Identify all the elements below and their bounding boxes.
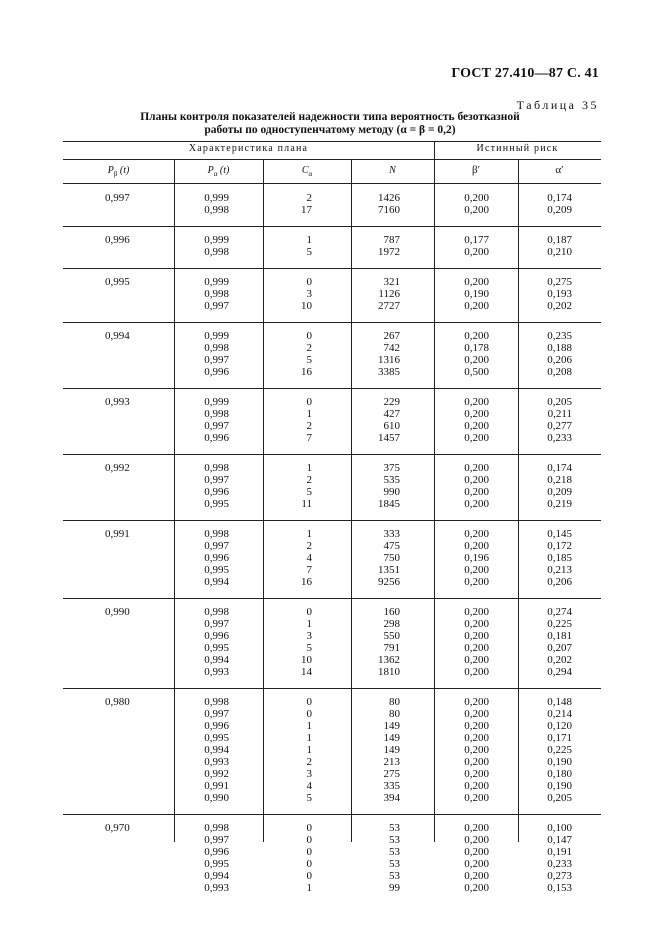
n-value: 1426: [378, 192, 400, 204]
n-value: 394: [383, 792, 400, 804]
pa-value: 0,998: [204, 528, 229, 540]
col-header-pb: [63, 165, 174, 178]
pa-value: 0,997: [204, 474, 229, 486]
beta-value: 0,178: [464, 342, 489, 354]
n-value: 267: [383, 330, 400, 342]
pa-value: 0,999: [204, 330, 229, 342]
n-value: 787: [383, 234, 400, 246]
alpha-value: 0,100: [547, 822, 572, 834]
alpha-value: 0,180: [547, 768, 572, 780]
alpha-value: 0,207: [547, 642, 572, 654]
n-value: 53: [389, 870, 400, 882]
alpha-value: 0,205: [547, 396, 572, 408]
alpha-value: 0,191: [547, 846, 572, 858]
pa-value: 0,997: [204, 354, 229, 366]
col-header-pb-main: P: [107, 165, 114, 176]
n-value: 1316: [378, 354, 400, 366]
alpha-value: 0,211: [547, 408, 572, 420]
n-value: 375: [383, 462, 400, 474]
alpha-value: 0,273: [547, 870, 572, 882]
alpha-value: 0,174: [547, 462, 572, 474]
pa-value: 0,994: [204, 744, 229, 756]
pa-value: 0,998: [204, 822, 229, 834]
ca-value: 0: [306, 276, 312, 288]
col-header-pa-sub: α: [213, 170, 218, 178]
beta-value: 0,200: [464, 720, 489, 732]
pa-value: 0,996: [204, 486, 229, 498]
col-header-pb-tail: (t): [117, 165, 130, 176]
n-value: 298: [383, 618, 400, 630]
alpha-value: 0,218: [547, 474, 572, 486]
n-value: 1972: [378, 246, 400, 258]
pb-value: 0,994: [105, 330, 130, 342]
ca-value: 2: [306, 540, 312, 552]
beta-value: 0,200: [464, 696, 489, 708]
ca-value: 3: [306, 768, 312, 780]
pa-value: 0,998: [204, 204, 229, 216]
beta-value: 0,200: [464, 300, 489, 312]
n-value: 53: [389, 846, 400, 858]
n-value: 7160: [378, 204, 400, 216]
alpha-value: 0,225: [547, 744, 572, 756]
pb-value: 0,997: [105, 192, 130, 204]
ca-value: 1: [306, 618, 312, 630]
pa-value: 0,996: [204, 720, 229, 732]
beta-value: 0,200: [464, 192, 489, 204]
ca-value: 2: [306, 192, 312, 204]
alpha-value: 0,206: [547, 576, 572, 588]
pa-value: 0,996: [204, 552, 229, 564]
n-value: 99: [389, 882, 400, 894]
header-bottom-rule: [63, 183, 601, 184]
beta-value: 0,200: [464, 654, 489, 666]
beta-value: 0,200: [464, 792, 489, 804]
pb-value: 0,990: [105, 606, 130, 618]
beta-value: 0,200: [464, 528, 489, 540]
beta-value: 0,200: [464, 576, 489, 588]
ca-value: 4: [306, 552, 312, 564]
pa-value: 0,993: [204, 666, 229, 678]
alpha-value: 0,147: [547, 834, 572, 846]
n-value: 321: [383, 276, 400, 288]
n-value: 1351: [378, 564, 400, 576]
ca-value: 0: [306, 870, 312, 882]
pb-value: 0,980: [105, 696, 130, 708]
table-number: Таблица 35: [516, 98, 599, 112]
alpha-value: 0,206: [547, 354, 572, 366]
group-header-plan: Характеристика плана: [188, 143, 309, 154]
ca-value: 17: [301, 204, 312, 216]
pa-value: 0,999: [204, 396, 229, 408]
beta-value: 0,200: [464, 432, 489, 444]
beta-value: 0,500: [464, 366, 489, 378]
n-value: 275: [383, 768, 400, 780]
beta-value: 0,200: [464, 204, 489, 216]
n-value: 80: [389, 708, 400, 720]
beta-value: 0,200: [464, 780, 489, 792]
beta-value: 0,200: [464, 564, 489, 576]
pb-value: 0,993: [105, 396, 130, 408]
n-value: 990: [383, 486, 400, 498]
alpha-value: 0,202: [547, 654, 572, 666]
n-value: 1457: [378, 432, 400, 444]
n-value: 1126: [378, 288, 400, 300]
alpha-value: 0,172: [547, 540, 572, 552]
ca-value: 0: [306, 696, 312, 708]
ca-value: 2: [306, 474, 312, 486]
page-header: ГОСТ 27.410—87 С. 41: [451, 66, 599, 81]
beta-value: 0,200: [464, 420, 489, 432]
pa-value: 0,997: [204, 708, 229, 720]
pa-value: 0,999: [204, 234, 229, 246]
pa-value: 0,997: [204, 540, 229, 552]
beta-value: 0,200: [464, 618, 489, 630]
beta-value: 0,200: [464, 744, 489, 756]
ca-value: 5: [306, 354, 312, 366]
n-value: 9256: [378, 576, 400, 588]
pa-value: 0,995: [204, 564, 229, 576]
group-divider: [63, 226, 601, 227]
beta-value: 0,200: [464, 462, 489, 474]
alpha-value: 0,219: [547, 498, 572, 510]
n-value: 213: [383, 756, 400, 768]
pa-value: 0,998: [204, 342, 229, 354]
pa-value: 0,993: [204, 756, 229, 768]
beta-value: 0,200: [464, 882, 489, 894]
ca-value: 14: [301, 666, 312, 678]
table-title: [130, 111, 530, 137]
alpha-value: 0,181: [547, 630, 572, 642]
ca-value: 1: [306, 720, 312, 732]
alpha-value: 0,188: [547, 342, 572, 354]
group-header-risk: Истинный риск: [476, 143, 559, 154]
col-divider: [434, 141, 435, 842]
pa-value: 0,992: [204, 768, 229, 780]
n-value: 475: [383, 540, 400, 552]
group-divider: [63, 814, 601, 815]
alpha-value: 0,120: [547, 720, 572, 732]
header-sub-rule: [63, 159, 434, 160]
alpha-value: 0,187: [547, 234, 572, 246]
beta-value: 0,200: [464, 756, 489, 768]
col-divider: [174, 159, 175, 842]
ca-value: 2: [306, 756, 312, 768]
pb-value: 0,970: [105, 822, 130, 834]
group-divider: [63, 520, 601, 521]
ca-value: 1: [306, 462, 312, 474]
col-divider: [263, 159, 264, 842]
n-value: 2727: [378, 300, 400, 312]
alpha-value: 0,145: [547, 528, 572, 540]
alpha-value: 0,190: [547, 756, 572, 768]
alpha-value: 0,277: [547, 420, 572, 432]
beta-value: 0,200: [464, 846, 489, 858]
alpha-value: 0,208: [547, 366, 572, 378]
alpha-value: 0,213: [547, 564, 572, 576]
ca-value: 0: [306, 846, 312, 858]
pa-value: 0,995: [204, 498, 229, 510]
n-value: 1845: [378, 498, 400, 510]
beta-value: 0,200: [464, 606, 489, 618]
ca-value: 2: [306, 420, 312, 432]
pa-value: 0,991: [204, 780, 229, 792]
n-value: 427: [383, 408, 400, 420]
ca-value: 0: [306, 834, 312, 846]
n-value: 149: [383, 732, 400, 744]
ca-value: 1: [306, 732, 312, 744]
n-value: 333: [383, 528, 400, 540]
alpha-value: 0,202: [547, 300, 572, 312]
alpha-value: 0,233: [547, 858, 572, 870]
ca-value: 5: [306, 792, 312, 804]
n-value: 535: [383, 474, 400, 486]
alpha-value: 0,294: [547, 666, 572, 678]
beta-value: 0,200: [464, 666, 489, 678]
ca-value: 10: [301, 300, 312, 312]
beta-value: 0,200: [464, 408, 489, 420]
ca-value: 0: [306, 330, 312, 342]
ca-value: 0: [306, 396, 312, 408]
beta-value: 0,200: [464, 276, 489, 288]
beta-value: 0,200: [464, 330, 489, 342]
pa-value: 0,995: [204, 858, 229, 870]
ca-value: 1: [306, 744, 312, 756]
pa-value: 0,997: [204, 300, 229, 312]
group-divider: [63, 388, 601, 389]
ca-value: 5: [306, 246, 312, 258]
pa-value: 0,993: [204, 882, 229, 894]
pb-value: 0,996: [105, 234, 130, 246]
alpha-value: 0,274: [547, 606, 572, 618]
group-divider: [63, 454, 601, 455]
ca-value: 3: [306, 630, 312, 642]
pa-value: 0,997: [204, 618, 229, 630]
beta-value: 0,200: [464, 732, 489, 744]
ca-value: 4: [306, 780, 312, 792]
beta-value: 0,177: [464, 234, 489, 246]
ca-value: 16: [301, 576, 312, 588]
n-value: 791: [383, 642, 400, 654]
alpha-value: 0,205: [547, 792, 572, 804]
alpha-value: 0,275: [547, 276, 572, 288]
group-divider: [63, 688, 601, 689]
alpha-value: 0,171: [547, 732, 572, 744]
table-title-line: Планы контроля показателей надежности типа вероятность безотказной: [140, 111, 520, 123]
n-value: 1810: [378, 666, 400, 678]
alpha-value: 0,148: [547, 696, 572, 708]
n-value: 610: [383, 420, 400, 432]
pa-value: 0,996: [204, 432, 229, 444]
beta-value: 0,200: [464, 354, 489, 366]
pa-value: 0,999: [204, 192, 229, 204]
n-value: 53: [389, 822, 400, 834]
pa-value: 0,994: [204, 576, 229, 588]
alpha-value: 0,210: [547, 246, 572, 258]
pa-value: 0,998: [204, 606, 229, 618]
beta-value: 0,200: [464, 630, 489, 642]
pa-value: 0,996: [204, 630, 229, 642]
n-value: 149: [383, 720, 400, 732]
alpha-value: 0,193: [547, 288, 572, 300]
beta-value: 0,200: [464, 642, 489, 654]
pa-value: 0,995: [204, 732, 229, 744]
ca-value: 11: [301, 498, 312, 510]
alpha-value: 0,185: [547, 552, 572, 564]
beta-value: 0,200: [464, 708, 489, 720]
pa-value: 0,994: [204, 654, 229, 666]
alpha-value: 0,153: [547, 882, 572, 894]
alpha-value: 0,190: [547, 780, 572, 792]
n-value: 1362: [378, 654, 400, 666]
ca-value: 0: [306, 708, 312, 720]
col-header-pb-sub: β: [113, 170, 118, 178]
n-value: 750: [383, 552, 400, 564]
pa-value: 0,998: [204, 696, 229, 708]
ca-value: 0: [306, 858, 312, 870]
ca-value: 7: [306, 564, 312, 576]
col-header-ca-main: C: [301, 165, 309, 176]
n-value: 229: [383, 396, 400, 408]
pa-value: 0,995: [204, 642, 229, 654]
table-top-rule: [63, 141, 601, 142]
pb-value: 0,991: [105, 528, 130, 540]
col-header-pa: [174, 165, 263, 178]
ca-value: 0: [306, 606, 312, 618]
alpha-value: 0,235: [547, 330, 572, 342]
n-value: 53: [389, 858, 400, 870]
ca-value: 0: [306, 822, 312, 834]
n-value: 160: [383, 606, 400, 618]
alpha-value: 0,209: [547, 204, 572, 216]
ca-value: 5: [306, 642, 312, 654]
ca-value: 7: [306, 432, 312, 444]
n-value: 149: [383, 744, 400, 756]
col-divider: [518, 159, 519, 842]
n-value: 550: [383, 630, 400, 642]
beta-value: 0,200: [464, 246, 489, 258]
col-divider: [351, 159, 352, 842]
beta-value: 0,200: [464, 870, 489, 882]
pa-value: 0,994: [204, 870, 229, 882]
beta-value: 0,200: [464, 486, 489, 498]
beta-value: 0,200: [464, 540, 489, 552]
col-header-ca-sub: α: [308, 170, 313, 178]
beta-value: 0,200: [464, 858, 489, 870]
beta-value: 0,200: [464, 396, 489, 408]
ca-value: 1: [306, 528, 312, 540]
alpha-value: 0,174: [547, 192, 572, 204]
alpha-value: 0,225: [547, 618, 572, 630]
col-header-beta: β′: [471, 164, 480, 176]
col-header-ca: [263, 165, 351, 178]
pa-value: 0,996: [204, 846, 229, 858]
pa-value: 0,996: [204, 366, 229, 378]
n-value: 335: [383, 780, 400, 792]
n-value: 53: [389, 834, 400, 846]
pa-value: 0,997: [204, 834, 229, 846]
ca-value: 5: [306, 486, 312, 498]
pa-value: 0,998: [204, 408, 229, 420]
alpha-value: 0,209: [547, 486, 572, 498]
table-title-line: работы по одноступенчатому методу (α = β = 0,2): [204, 124, 456, 136]
ca-value: 3: [306, 288, 312, 300]
beta-value: 0,200: [464, 834, 489, 846]
ca-value: 1: [306, 882, 312, 894]
pb-value: 0,995: [105, 276, 130, 288]
ca-value: 1: [306, 408, 312, 420]
pa-value: 0,998: [204, 462, 229, 474]
ca-value: 10: [301, 654, 312, 666]
n-value: 80: [389, 696, 400, 708]
pa-value: 0,990: [204, 792, 229, 804]
n-value: 3385: [378, 366, 400, 378]
pa-value: 0,998: [204, 246, 229, 258]
pb-value: 0,992: [105, 462, 130, 474]
beta-value: 0,200: [464, 498, 489, 510]
n-value: 742: [383, 342, 400, 354]
alpha-value: 0,233: [547, 432, 572, 444]
group-divider: [63, 598, 601, 599]
col-header-alpha: α′: [555, 164, 564, 176]
col-header-pa-tail: (t): [217, 165, 230, 176]
col-header-n: N: [389, 165, 396, 176]
ca-value: 16: [301, 366, 312, 378]
beta-value: 0,196: [464, 552, 489, 564]
ca-value: 2: [306, 342, 312, 354]
group-divider: [63, 322, 601, 323]
pa-value: 0,997: [204, 420, 229, 432]
alpha-value: 0,214: [547, 708, 572, 720]
col-header-pa-main: P: [207, 165, 214, 176]
beta-value: 0,190: [464, 288, 489, 300]
beta-value: 0,200: [464, 768, 489, 780]
pa-value: 0,998: [204, 288, 229, 300]
pa-value: 0,999: [204, 276, 229, 288]
beta-value: 0,200: [464, 822, 489, 834]
ca-value: 1: [306, 234, 312, 246]
beta-value: 0,200: [464, 474, 489, 486]
group-divider: [63, 268, 601, 269]
